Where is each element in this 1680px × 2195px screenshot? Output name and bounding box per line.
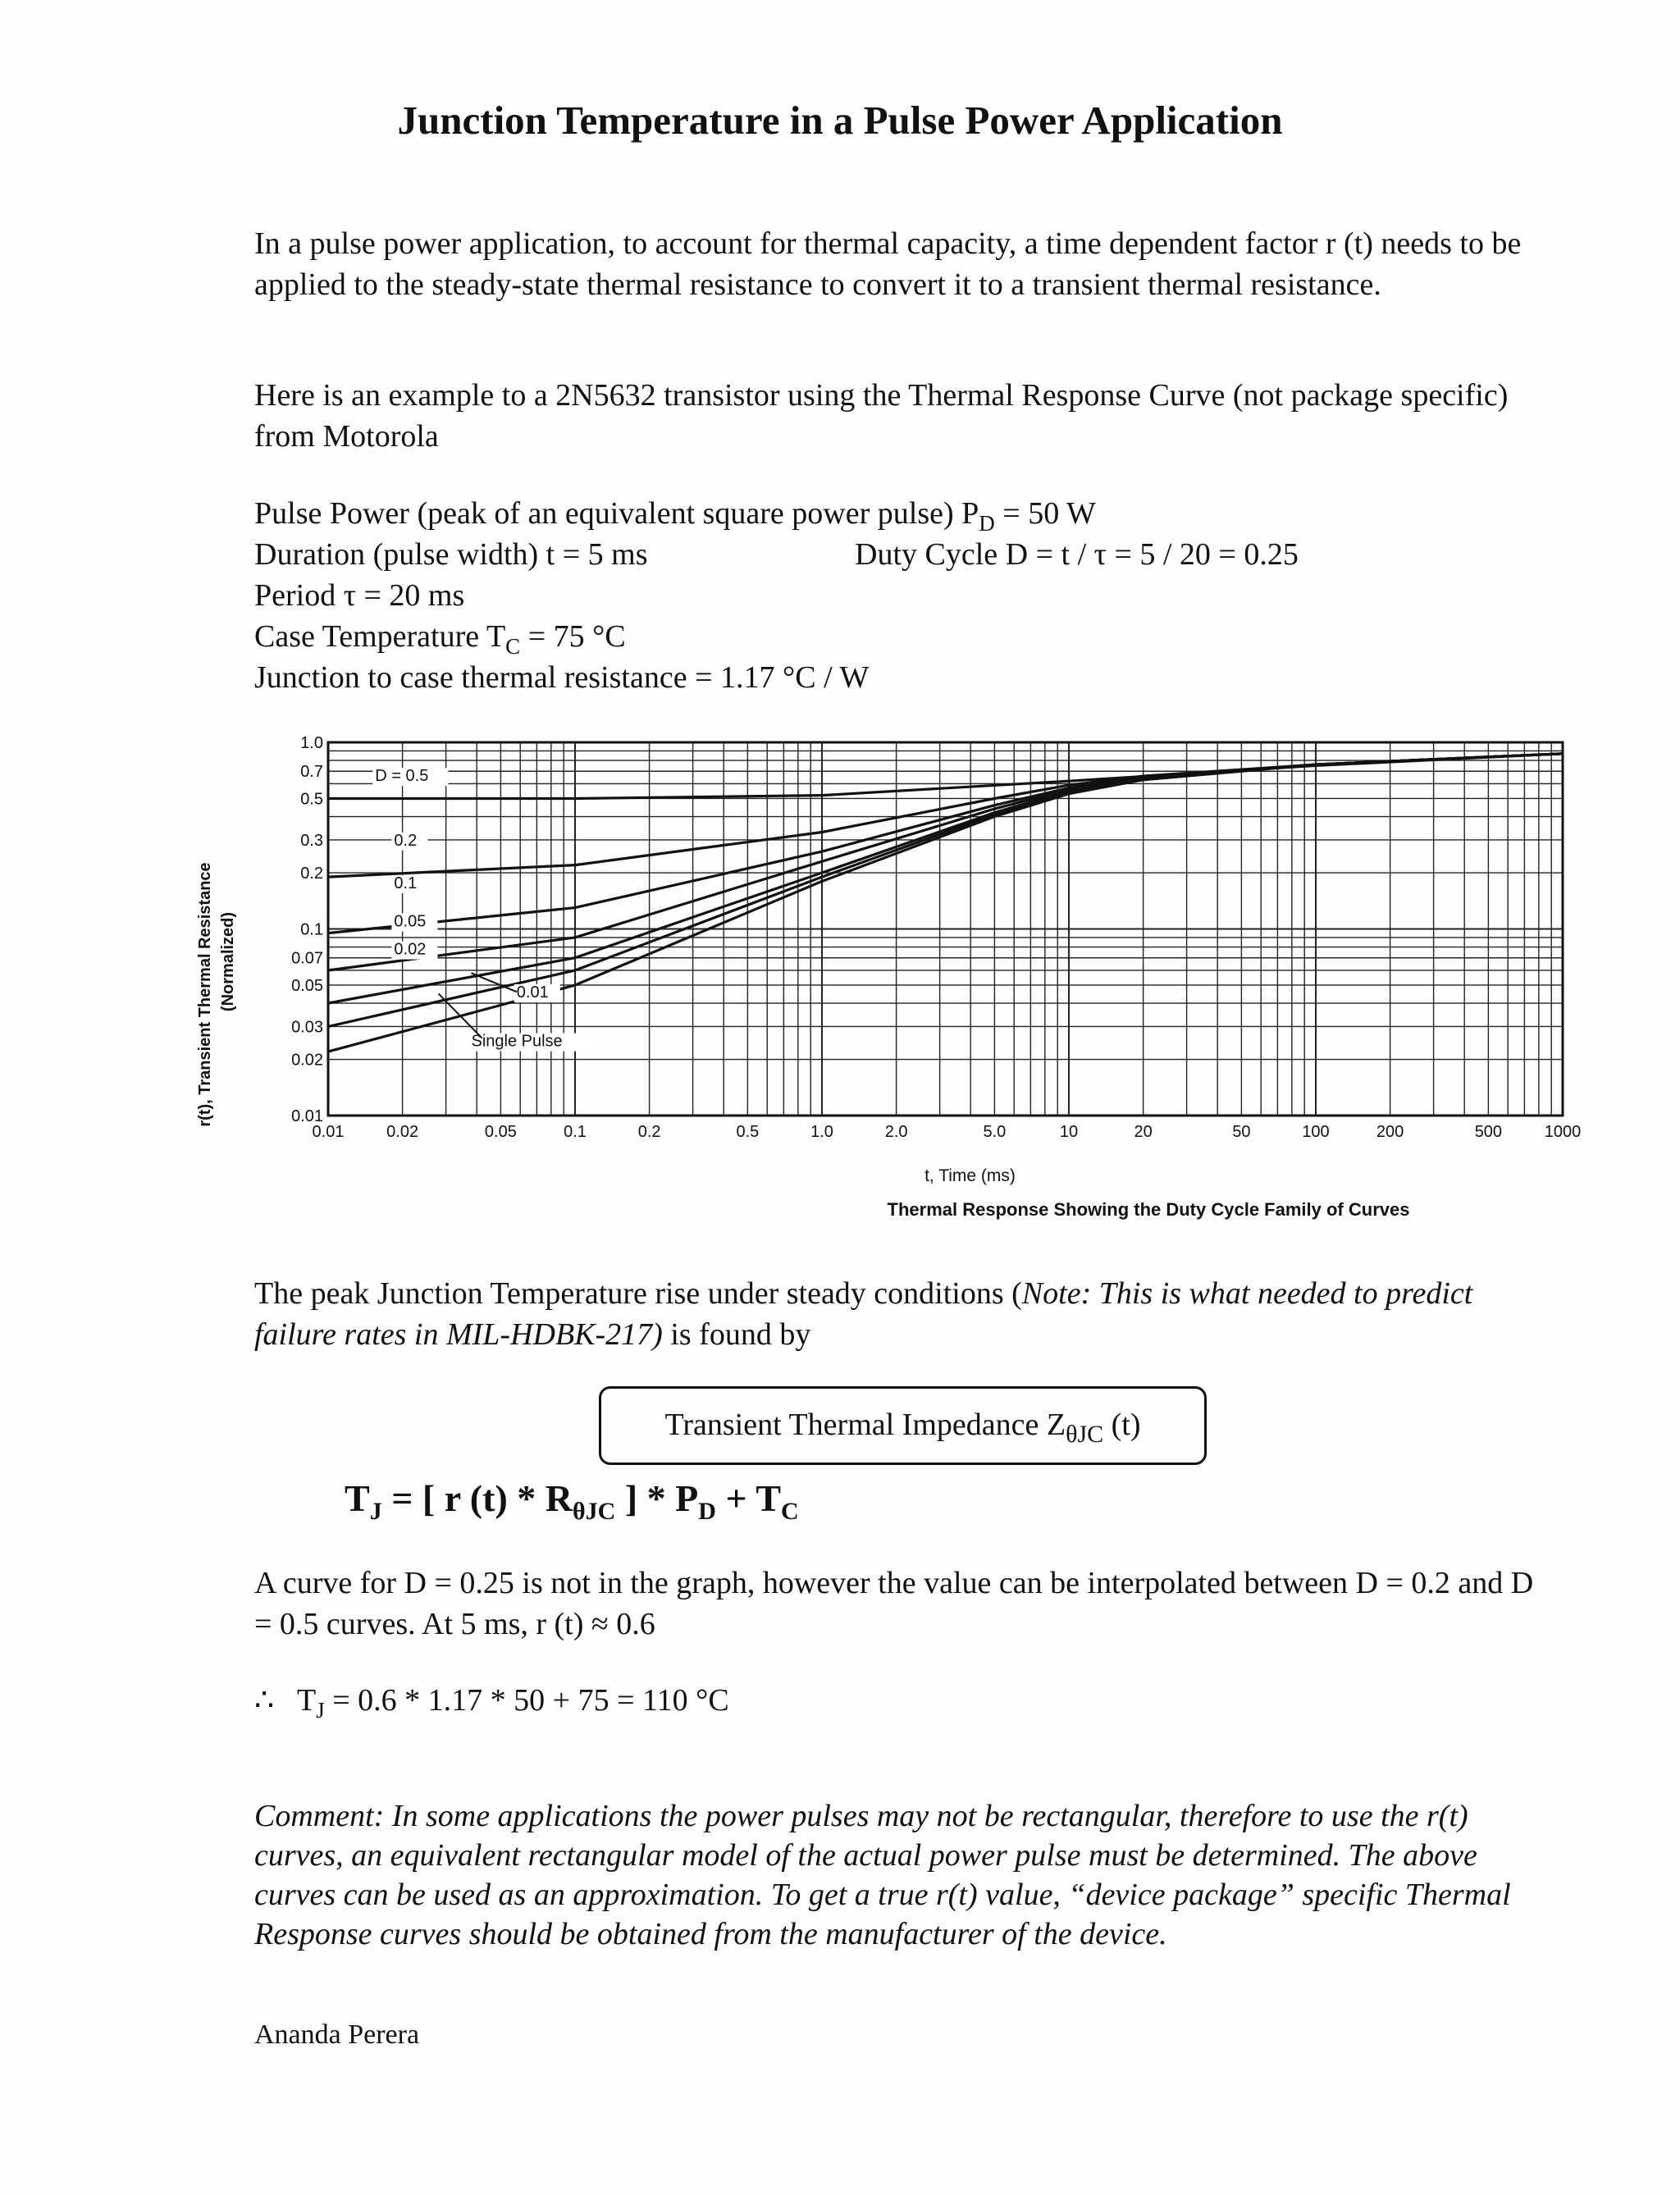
transient-impedance-box: Transient Thermal Impedance $Z_{\theta JC}$ (t)	[599, 1386, 1207, 1465]
chart-svg	[164, 730, 1624, 1239]
curve-label: 0.02	[394, 940, 427, 959]
junction-formula: $T_J$ = [ r $(t) * R_{\theta JC}$ ] * $P_D + T_C$	[345, 1477, 799, 1525]
author-name: Ananda Perera	[254, 2019, 420, 2050]
x-tick-label: 200	[1376, 1123, 1404, 1141]
param-case-temperature: Case Temperature $T_C = 75$ °C	[254, 619, 626, 659]
x-tick-label: 0.2	[637, 1123, 661, 1141]
x-tick-label: 1000	[1544, 1123, 1582, 1141]
y-tick-label: 0.1	[300, 920, 323, 939]
curve-label: D = 0.5	[375, 767, 429, 786]
param-thermal-resistance: Junction to case thermal resistance = 1.17 °C / W	[254, 660, 870, 695]
page-title: Junction Temperature in a Pulse Power Application	[397, 98, 1283, 143]
x-tick-label: 0.05	[484, 1123, 517, 1141]
curve-label: Single Pulse	[471, 1032, 563, 1051]
param-duty-cycle: Duty Cycle D = t / τ = 5 / 20 = 0.25	[855, 537, 1299, 572]
curve-label: 0.05	[394, 912, 427, 931]
example-paragraph: Here is an example to a 2N5632 transistor using the Thermal Response Curve (not package specific) from Motorola	[254, 378, 1509, 454]
x-tick-label: 0.01	[312, 1123, 345, 1141]
x-tick-label: 5.0	[983, 1123, 1007, 1141]
y-tick-label: 0.2	[300, 865, 323, 883]
curve-label: 0.2	[394, 831, 418, 850]
y-tick-label: 0.5	[300, 790, 323, 809]
curve-label: 0.01	[516, 983, 549, 1002]
steady-paragraph: The peak Junction Temperature rise under steady conditions (Note: This is what needed to predict failure rates in MIL-HDBK-217) is found by	[254, 1276, 1473, 1352]
chart-caption: Thermal Response Showing the Duty Cycle Family of Curves	[887, 1199, 1410, 1220]
x-tick-label: 100	[1302, 1123, 1330, 1141]
y-tick-label: 0.7	[300, 763, 323, 782]
x-tick-label: 0.1	[564, 1123, 587, 1141]
x-tick-label: 10	[1059, 1123, 1079, 1141]
x-tick-label: 2.0	[884, 1123, 908, 1141]
comment-paragraph: Comment: In some applications the power pulses may not be rectangular, therefore to use the r(t) curves, an equivalent rectangular model of the actual power pulse must be determined. The above curves can be used as an approximation. To get a true r(t) value, “device package” specific Thermal Response curves should be obtained from the manufacturer of the device.	[254, 1799, 1511, 1951]
x-tick-label: 0.5	[736, 1123, 760, 1141]
y-tick-label: 0.05	[291, 976, 323, 995]
param-period: Period τ = 20 ms	[254, 578, 465, 613]
thermal-response-chart	[164, 730, 1624, 1239]
chart-series-line	[328, 754, 1563, 933]
result-line: ∴ $T_J = 0.6 * 1.17 * 50 + 75 = 110$ °C	[254, 1683, 729, 1723]
x-tick-label: 500	[1474, 1123, 1503, 1141]
y-tick-label: 1.0	[300, 734, 323, 752]
param-duration: Duration (pulse width) t = 5 ms	[254, 537, 648, 572]
chart-series-line	[328, 754, 1563, 877]
y-tick-label: 0.02	[291, 1051, 323, 1070]
x-axis-label: t, Time (ms)	[924, 1166, 1016, 1185]
chart-series-line	[328, 754, 1563, 1003]
param-pulse-power: Pulse Power (peak of an equivalent square power pulse) $P_D = 50$ W	[254, 496, 1096, 536]
y-tick-label: 0.03	[291, 1018, 323, 1037]
intro-paragraph: In a pulse power application, to account for thermal capacity, a time dependent factor r (t) needs to be applied to the steady-state thermal resistance to convert it to a transient thermal resistance.	[254, 226, 1522, 302]
y-axis-label: r(t), Transient Thermal Resistance	[196, 862, 214, 1127]
y-tick-label: 0.01	[291, 1107, 323, 1125]
x-tick-label: 0.02	[386, 1123, 419, 1141]
leader-line	[439, 993, 482, 1038]
x-tick-label: 20	[1134, 1123, 1153, 1141]
y-axis-label-2: (Normalized)	[219, 911, 237, 1012]
curve-label: 0.1	[394, 874, 418, 893]
y-tick-label: 0.3	[300, 831, 323, 850]
x-tick-label: 50	[1232, 1123, 1251, 1141]
interpolation-paragraph: A curve for D = 0.25 is not in the graph, however the value can be interpolated between D = 0.2 and D = 0.5 curves. At 5 ms, r (t) ≈ 0.6	[254, 1566, 1534, 1641]
y-tick-label: 0.07	[291, 949, 323, 968]
x-tick-label: 1.0	[810, 1123, 833, 1141]
